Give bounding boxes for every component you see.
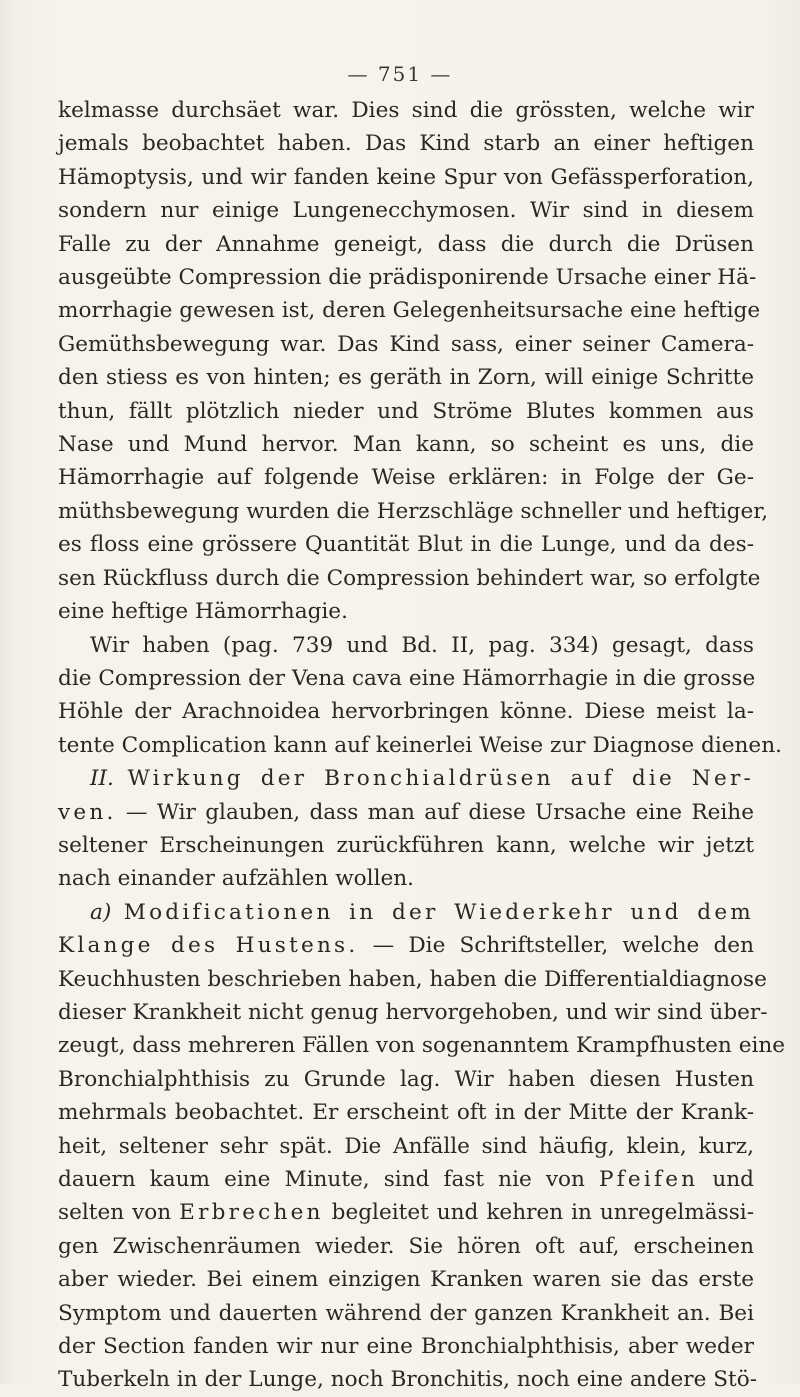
text-line: Höhle der Arachnoidea hervorbringen könne. Diese meist la-	[58, 699, 754, 725]
section-letter: a)	[90, 899, 112, 925]
section-title-spaced: Klange des Hustens.	[58, 933, 359, 959]
section-heading-a	[58, 896, 754, 929]
text-line: Wir haben (pag. 739 und Bd. II, pag. 334) gesagt, dass	[90, 632, 754, 658]
text-line: Hämoptysis, und wir fanden keine Spur von Gefässperforation,	[58, 164, 754, 190]
text-line	[58, 796, 754, 829]
text-line: Nase und Mund hervor. Man kann, so scheint es uns, die	[58, 432, 754, 458]
section-title-spaced: Modificationen in der Wiederkehr und dem	[123, 899, 754, 925]
text-line: Hämorrhagie auf folgende Weise erklären: in Folge der Ge-	[58, 465, 754, 491]
text-line: morrhagie gewesen ist, deren Gelegenheitsursache eine heftige	[58, 298, 761, 324]
text-line: dieser Krankheit nicht genug hervorgehoben, und wir sind über-	[58, 999, 768, 1025]
text-line: kelmasse durchsäet war. Dies sind die grössten, welche wir	[58, 98, 754, 123]
text-fragment: selten von	[58, 1200, 180, 1226]
text-line	[58, 1196, 754, 1229]
text-fragment: und	[698, 1167, 754, 1192]
text-line: Symptom und dauerten während der ganzen Krankheit an. Bei	[58, 1300, 754, 1326]
text-line: seltener Erscheinungen zurückführen kann, welche wir jetzt	[58, 832, 754, 858]
section-title-spaced: ven.	[58, 799, 117, 825]
text-line: thun, fällt plötzlich nieder und Ströme Blutes kommen aus	[58, 398, 754, 424]
text-line: tente Complication kann auf keinerlei Weise zur Diagnose dienen.	[58, 732, 782, 758]
page-header: — 751 —	[347, 62, 453, 86]
text-line: sen Rückfluss durch die Compression behindert war, so erfolgte	[58, 565, 761, 591]
text-line: Gemüthsbewegung war. Das Kind sass, einer seiner Camera-	[58, 331, 754, 357]
text-line: den stiess es von hinten; es geräth in Zorn, will einige Schritte	[58, 365, 754, 391]
text-fragment: dauern kaum eine Minute, sind fast nie von	[58, 1167, 599, 1192]
text-line: Bronchialphthisis zu Grunde lag. Wir haben diesen Husten	[58, 1066, 754, 1092]
text-line: heit, seltener sehr spät. Die Anfälle sind häufig, klein, kurz,	[58, 1133, 754, 1159]
text-line: aber wieder. Bei einem einzigen Kranken waren sie das erste	[58, 1267, 754, 1293]
section-numeral: II.	[90, 766, 114, 792]
spaced-word: Erbrechen	[179, 1200, 324, 1226]
text-line: ausgeübte Compression die prädisponirende Ursache einer Hä-	[58, 265, 757, 291]
text-line: müthsbewegung wurden die Herzschläge schneller und heftiger,	[58, 498, 769, 524]
text-line: zeugt, dass mehreren Fällen von sogenanntem Krampfhusten eine	[58, 1033, 786, 1059]
text-line: eine heftige Hämorrhagie.	[58, 599, 348, 625]
text-fragment: — Wir glauben, dass man auf diese Ursache eine Reihe	[116, 799, 754, 825]
text-line: es floss eine grössere Quantität Blut in die Lunge, und da des-	[58, 532, 754, 558]
text-fragment: — Die Schriftsteller, welche den	[358, 933, 754, 959]
spaced-word: Pfeifen	[599, 1167, 699, 1192]
text-line	[58, 929, 754, 962]
text-line: jemals beobachtet haben. Das Kind starb an einer heftigen	[58, 131, 754, 157]
text-line: gen Zwischenräumen wieder. Sie hören oft auf, erscheinen	[58, 1233, 754, 1259]
text-line: der Section fanden wir nur eine Bronchialphthisis, aber weder	[58, 1334, 754, 1360]
text-line: nach einander aufzählen wollen.	[58, 866, 415, 892]
section-title-spaced: Wirkung der Bronchialdrüsen auf die Ner-	[127, 766, 754, 792]
text-line	[58, 1163, 754, 1196]
text-line: sondern nur einige Lungenecchymosen. Wir sind in diesem	[58, 198, 754, 224]
text-line: Falle zu der Annahme geneigt, dass die durch die Drüsen	[58, 231, 754, 257]
section-heading-ii	[58, 762, 754, 795]
text-line: Keuchhusten beschrieben haben, haben die Differentialdiagnose	[58, 966, 767, 992]
text-fragment: begleitet und kehren in unregelmässi-	[323, 1200, 755, 1226]
body-text	[58, 94, 786, 1397]
text-line: Tuberkeln in der Lunge, noch Bronchitis, noch eine andere Stö-	[58, 1367, 758, 1393]
text-line: die Compression der Vena cava eine Hämorrhagie in die grosse	[58, 665, 756, 691]
text-line: mehrmals beobachtet. Er erscheint oft in der Mitte der Krank-	[58, 1100, 754, 1126]
